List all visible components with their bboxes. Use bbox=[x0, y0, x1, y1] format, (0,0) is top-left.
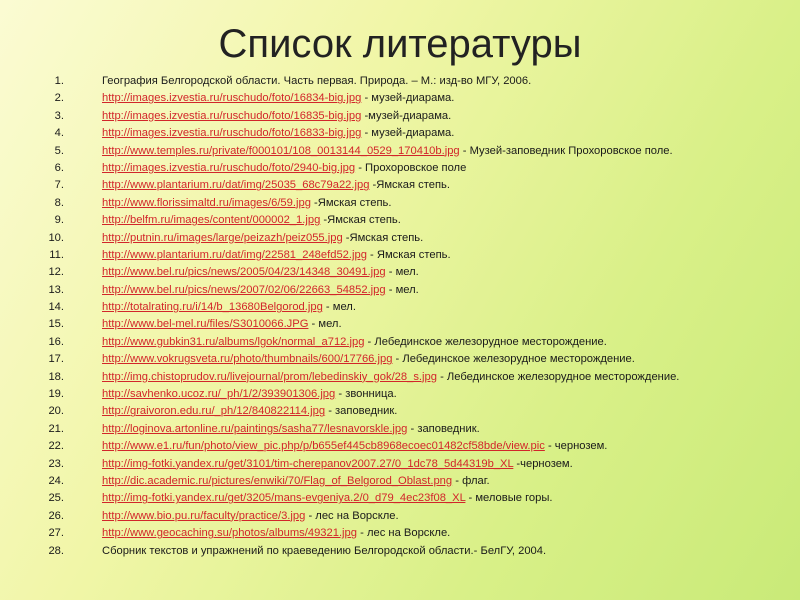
reference-number: 18. bbox=[48, 370, 64, 383]
reference-text: - флаг. bbox=[452, 474, 490, 487]
reference-text: - мел. bbox=[322, 301, 356, 314]
reference-link[interactable]: http://www.geocaching.su/photos/albums/49321.jpg bbox=[102, 527, 357, 540]
reference-link[interactable]: http://www.plantarium.ru/dat/img/25035_68c79a22.jpg bbox=[102, 179, 370, 192]
reference-text: - Лебединское железорудное месторождение. bbox=[364, 335, 607, 348]
reference-link[interactable]: http://www.temples.ru/private/f000101/108_0013144_0529_170410b.jpg bbox=[102, 144, 460, 157]
reference-number: 28. bbox=[48, 544, 64, 557]
reference-item bbox=[0, 231, 800, 246]
reference-item bbox=[0, 439, 800, 454]
reference-text: - мел. bbox=[385, 266, 419, 279]
reference-number: 15. bbox=[48, 318, 64, 331]
reference-text: - заповедник. bbox=[407, 422, 480, 435]
reference-item bbox=[0, 544, 800, 559]
reference-text: - звонница. bbox=[335, 388, 397, 401]
reference-text: - меловые горы. bbox=[465, 492, 553, 505]
reference-item bbox=[0, 370, 800, 385]
reference-link[interactable]: http://belfm.ru/images/content/000002_1.jpg bbox=[102, 214, 321, 227]
reference-item bbox=[0, 300, 800, 315]
reference-text: - чернозем. bbox=[544, 440, 608, 453]
reference-link[interactable]: http://images.izvestia.ru/ruschudo/foto/16835-big.jpg bbox=[102, 109, 362, 122]
reference-link[interactable]: http://totalrating.ru/i/14/b_13680Belgorod.jpg bbox=[102, 301, 323, 314]
reference-number: 14. bbox=[48, 301, 64, 314]
reference-text: -музей-диарама. bbox=[361, 109, 452, 122]
reference-number: 2. bbox=[54, 92, 64, 105]
reference-link[interactable]: http://images.izvestia.ru/ruschudo/foto/16834-big.jpg bbox=[102, 92, 362, 105]
reference-link[interactable]: http://images.izvestia.ru/ruschudo/foto/2940-big.jpg bbox=[102, 161, 356, 174]
reference-text: - лес на Ворскле. bbox=[305, 509, 399, 522]
reference-list bbox=[0, 74, 800, 561]
reference-item bbox=[0, 248, 800, 263]
reference-text: - мел. bbox=[385, 283, 419, 296]
reference-number: 13. bbox=[48, 283, 64, 296]
reference-link[interactable]: http://dic.academic.ru/pictures/enwiki/70/Flag_of_Belgorod_Oblast.png bbox=[102, 474, 453, 487]
reference-item bbox=[0, 196, 800, 211]
reference-number: 16. bbox=[48, 335, 64, 348]
reference-link[interactable]: http://img-fotki.yandex.ru/get/3101/tim-cherepanov2007.27/0_1dc78_5d44319b_XL bbox=[102, 457, 514, 470]
reference-number: 19. bbox=[48, 388, 64, 401]
reference-link[interactable]: http://www.bel.ru/pics/news/2005/04/23/14348_30491.jpg bbox=[102, 266, 386, 279]
reference-text: - мел. bbox=[308, 318, 342, 331]
reference-number: 6. bbox=[54, 161, 64, 174]
reference-item bbox=[0, 387, 800, 402]
reference-number: 10. bbox=[48, 231, 64, 244]
reference-link[interactable]: http://www.florissimaltd.ru/images/6/59.jpg bbox=[102, 196, 311, 209]
reference-text: -Ямская степь. bbox=[320, 214, 401, 227]
reference-item bbox=[0, 161, 800, 176]
reference-item bbox=[0, 404, 800, 419]
reference-item bbox=[0, 265, 800, 280]
reference-item bbox=[0, 178, 800, 193]
reference-item bbox=[0, 491, 800, 506]
reference-number: 22. bbox=[48, 440, 64, 453]
reference-number: 25. bbox=[48, 492, 64, 505]
reference-number: 17. bbox=[48, 353, 64, 366]
reference-text: Сборник текстов и упражнений по краеведению Белгородской области.- БелГУ, 2004. bbox=[102, 544, 547, 557]
reference-text: - Ямская степь. bbox=[366, 248, 451, 261]
reference-number: 8. bbox=[54, 196, 64, 209]
reference-link[interactable]: http://putnin.ru/images/large/peizazh/peiz055.jpg bbox=[102, 231, 343, 244]
reference-item bbox=[0, 457, 800, 472]
reference-item bbox=[0, 283, 800, 298]
reference-number: 12. bbox=[48, 266, 64, 279]
reference-text: - Лебединское железорудное месторождение. bbox=[436, 370, 680, 383]
reference-number: 26. bbox=[48, 509, 64, 522]
reference-number: 9. bbox=[54, 214, 64, 227]
reference-number: 7. bbox=[54, 179, 64, 192]
reference-item bbox=[0, 474, 800, 489]
reference-link[interactable]: http://graivoron.edu.ru/_ph/12/840822114.jpg bbox=[102, 405, 326, 418]
reference-text: -Ямская степь. bbox=[342, 231, 424, 244]
reference-item bbox=[0, 109, 800, 124]
reference-link[interactable]: http://img.chistoprudov.ru/livejournal/prom/lebedinskiy_gok/28_s.jpg bbox=[102, 370, 437, 383]
reference-number: 20. bbox=[48, 405, 64, 418]
reference-link[interactable]: http://savhenko.ucoz.ru/_ph/1/2/393901306.jpg bbox=[102, 388, 336, 401]
reference-text: -чернозем. bbox=[513, 457, 573, 470]
reference-number: 4. bbox=[54, 127, 64, 140]
reference-item bbox=[0, 213, 800, 228]
reference-link[interactable]: http://www.bel-mel.ru/files/S3010066.JPG bbox=[102, 318, 309, 331]
reference-item bbox=[0, 422, 800, 437]
reference-text: География Белгородской области. Часть первая. Природа. – М.: изд-во МГУ, 2006. bbox=[102, 75, 532, 87]
reference-text: - лес на Ворскле. bbox=[357, 527, 451, 540]
reference-number: 27. bbox=[48, 527, 64, 540]
reference-number: 11. bbox=[49, 248, 64, 261]
reference-item bbox=[0, 335, 800, 350]
reference-text: -Ямская степь. bbox=[310, 196, 392, 209]
reference-text: - музей-диарама. bbox=[361, 127, 455, 140]
reference-number: 5. bbox=[54, 144, 64, 157]
reference-item bbox=[0, 91, 800, 106]
reference-text: - Лебединское железорудное месторождение. bbox=[392, 353, 635, 366]
reference-link[interactable]: http://img-fotki.yandex.ru/get/3205/mans-evgeniya.2/0_d79_4ec23f08_XL bbox=[102, 492, 466, 505]
reference-item bbox=[0, 352, 800, 367]
reference-item bbox=[0, 526, 800, 541]
reference-item bbox=[0, 509, 800, 524]
reference-number: 1. bbox=[54, 75, 64, 87]
reference-link[interactable]: http://www.plantarium.ru/dat/img/22581_248efd52.jpg bbox=[102, 248, 367, 261]
reference-number: 24. bbox=[48, 474, 64, 487]
reference-number: 23. bbox=[48, 457, 64, 470]
reference-link[interactable]: http://loginova.artonline.ru/paintings/sasha77/lesnavorskle.jpg bbox=[102, 422, 408, 435]
reference-text: - Прохоровское поле bbox=[355, 161, 467, 174]
reference-link[interactable]: http://www.e1.ru/fun/photo/view_pic.php/p/b655ef445cb8968ecoec01482cf58bde/view.pic bbox=[102, 440, 545, 453]
reference-link[interactable]: http://www.vokrugsveta.ru/photo/thumbnails/600/17766.jpg bbox=[102, 353, 393, 366]
reference-text: -Ямская степь. bbox=[369, 179, 450, 192]
reference-item bbox=[0, 126, 800, 141]
reference-link[interactable]: http://www.bio.pu.ru/faculty/practice/3.jpg bbox=[102, 509, 306, 522]
reference-text: - заповедник. bbox=[325, 405, 398, 418]
reference-number: 21. bbox=[48, 422, 64, 435]
reference-text: - музей-диарама. bbox=[361, 92, 455, 105]
reference-item bbox=[0, 74, 800, 89]
reference-item bbox=[0, 317, 800, 332]
reference-link[interactable]: http://www.gubkin31.ru/albums/lgok/normal_a712.jpg bbox=[102, 335, 365, 348]
reference-link[interactable]: http://images.izvestia.ru/ruschudo/foto/16833-big.jpg bbox=[102, 127, 362, 140]
page-title: Список литературы bbox=[218, 22, 582, 66]
reference-text: - Музей-заповедник Прохоровское поле. bbox=[459, 144, 673, 157]
reference-item bbox=[0, 144, 800, 159]
reference-number: 3. bbox=[54, 109, 64, 122]
reference-link[interactable]: http://www.bel.ru/pics/news/2007/02/06/22663_54852.jpg bbox=[102, 283, 386, 296]
